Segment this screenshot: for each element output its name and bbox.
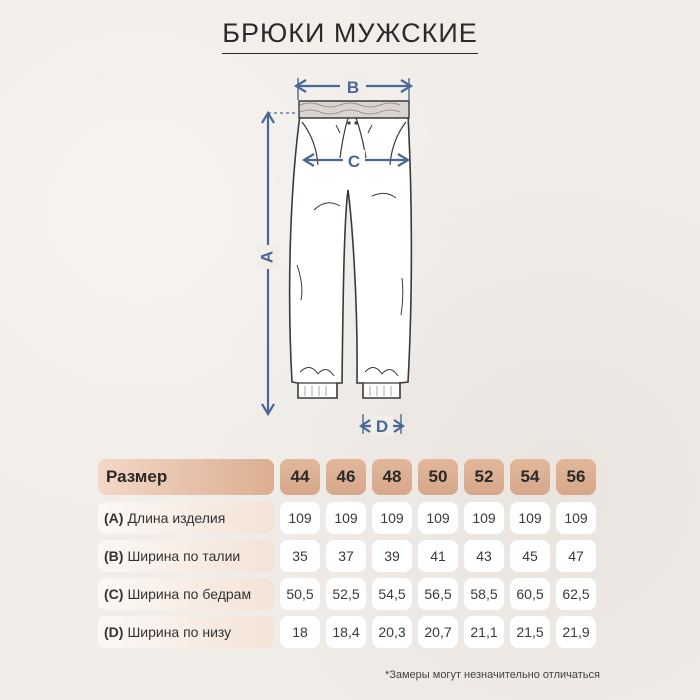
row-label: Длина изделия bbox=[127, 510, 226, 526]
size-header-cell: 56 bbox=[556, 459, 596, 495]
table-row bbox=[98, 616, 602, 648]
page-title bbox=[0, 18, 700, 54]
label-d: D bbox=[375, 417, 389, 436]
value-cell: 18 bbox=[280, 616, 320, 648]
value-cell: 21,5 bbox=[510, 616, 550, 648]
value-cell: 109 bbox=[418, 502, 458, 534]
pants-measurement-diagram bbox=[0, 60, 700, 440]
row-letter: (A) bbox=[104, 510, 124, 526]
value-cell: 20,7 bbox=[418, 616, 458, 648]
size-header-cell: 48 bbox=[372, 459, 412, 495]
value-cell: 47 bbox=[556, 540, 596, 572]
value-cell: 52,5 bbox=[326, 578, 366, 610]
row-letter: (C) bbox=[104, 586, 124, 602]
size-header-cell: 44 bbox=[280, 459, 320, 495]
value-cell: 62,5 bbox=[556, 578, 596, 610]
size-header-cell: 54 bbox=[510, 459, 550, 495]
footnote: *Замеры могут незначительно отличаться bbox=[384, 669, 600, 681]
value-cell: 54,5 bbox=[372, 578, 412, 610]
value-cell: 58,5 bbox=[464, 578, 504, 610]
header-label-cell bbox=[98, 459, 274, 495]
row-letter: (D) bbox=[104, 624, 124, 640]
size-header-cell: 52 bbox=[464, 459, 504, 495]
label-c: C bbox=[347, 152, 361, 171]
row-label-cell bbox=[98, 502, 274, 534]
row-label-cell bbox=[98, 578, 274, 610]
value-cell: 35 bbox=[280, 540, 320, 572]
table-header-row bbox=[98, 459, 602, 495]
size-header-cell: 50 bbox=[418, 459, 458, 495]
row-label: Ширина по талии bbox=[127, 548, 241, 564]
value-cell: 45 bbox=[510, 540, 550, 572]
value-cell: 109 bbox=[372, 502, 412, 534]
value-cell: 109 bbox=[326, 502, 366, 534]
value-cell: 109 bbox=[556, 502, 596, 534]
value-cell: 20,3 bbox=[372, 616, 412, 648]
value-cell: 21,1 bbox=[464, 616, 504, 648]
value-cell: 109 bbox=[280, 502, 320, 534]
value-cell: 37 bbox=[326, 540, 366, 572]
value-cell: 50,5 bbox=[280, 578, 320, 610]
table-row bbox=[98, 578, 602, 610]
title-text: БРЮКИ МУЖСКИЕ bbox=[222, 18, 478, 54]
value-cell: 43 bbox=[464, 540, 504, 572]
value-cell: 56,5 bbox=[418, 578, 458, 610]
label-a: A bbox=[257, 250, 277, 264]
value-cell: 41 bbox=[418, 540, 458, 572]
value-cell: 109 bbox=[510, 502, 550, 534]
row-label: Ширина по бедрам bbox=[127, 586, 252, 602]
value-cell: 60,5 bbox=[510, 578, 550, 610]
size-table bbox=[98, 459, 602, 654]
table-row bbox=[98, 502, 602, 534]
value-cell: 18,4 bbox=[326, 616, 366, 648]
value-cell: 109 bbox=[464, 502, 504, 534]
value-cell: 21,9 bbox=[556, 616, 596, 648]
size-header-cell: 46 bbox=[326, 459, 366, 495]
row-letter: (B) bbox=[104, 548, 124, 564]
row-label: Ширина по низу bbox=[127, 624, 232, 640]
label-b: B bbox=[346, 78, 360, 97]
row-label-cell bbox=[98, 616, 274, 648]
table-row bbox=[98, 540, 602, 572]
row-label-cell bbox=[98, 540, 274, 572]
header-label: Размер bbox=[106, 467, 168, 486]
value-cell: 39 bbox=[372, 540, 412, 572]
